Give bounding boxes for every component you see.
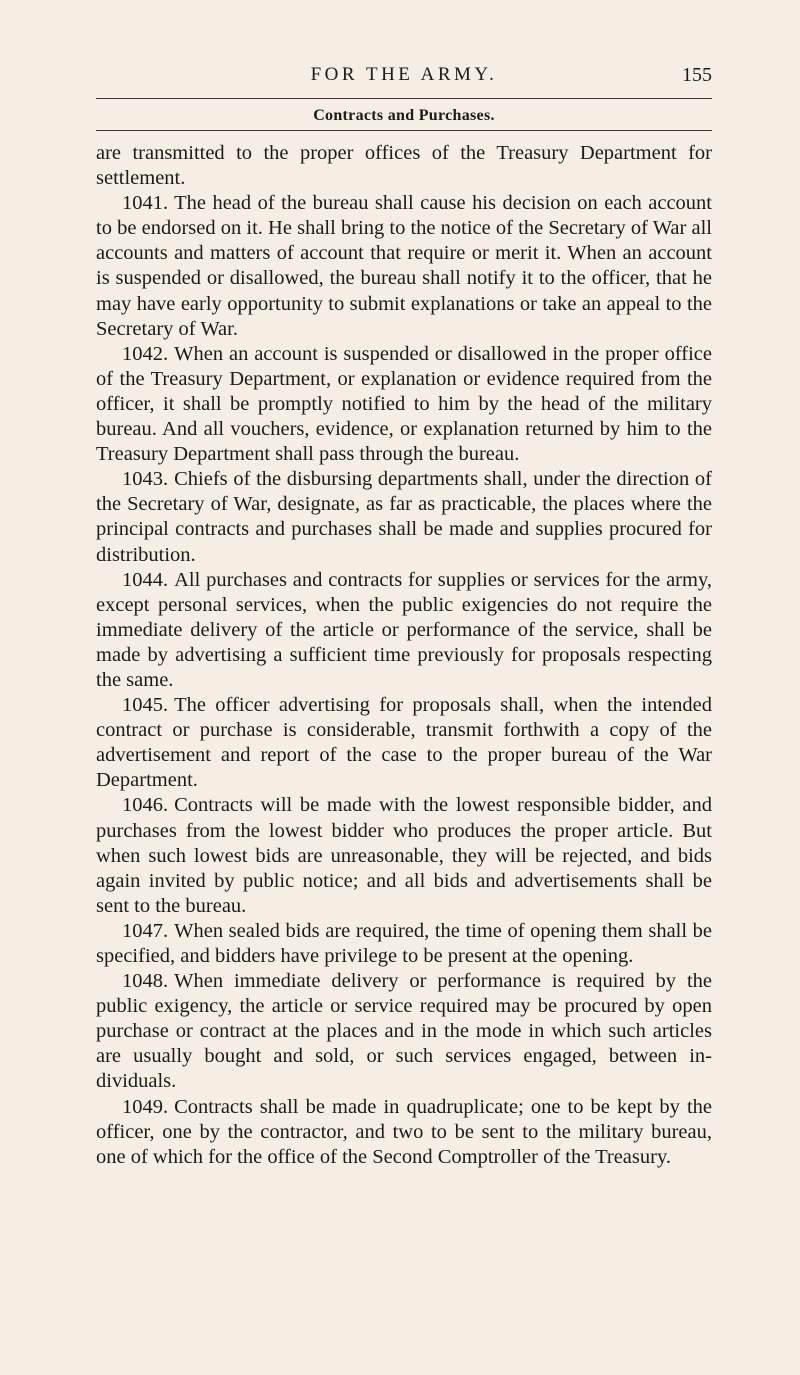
running-head [96,64,712,94]
paragraph-1045 [96,693,712,793]
page-number: 155 [682,64,712,86]
paragraph-number: 1043. [122,468,169,491]
paragraph-text: All purchases and contracts for supplies or services for the army, except personal services, when the public exigencies do not require the immediate delivery of the article or performance of the service, shall be made by advertising a sufficient time previously for proposals respecting the same. [96,568,712,691]
running-title: FOR THE ARMY. [310,64,498,85]
paragraph-text: When immediate delivery or performance is required by the public exigency, the article or service required may be procured by open purchase or contract at the places and in the mode in which such articles are usually bought and sold, or such services engaged, between individuals. [96,970,712,1093]
paragraph-text: Chiefs of the disbursing departments shall, under the direction of the Secretary of War, designate, as far as practicable, the places where the principal contracts and purchases shall be made and supplies procured for distribution. [96,468,712,566]
paragraph-1047 [96,919,712,969]
paragraph-number: 1041. [122,192,169,215]
paragraph-text: Contracts shall be made in quadruplicate; one to be kept by the officer, one by the contractor, and two to be sent to the military bureau, one of which for the office of the Second Comptroller of the Treasury. [96,1095,712,1168]
paragraph-1044 [96,568,712,693]
paragraph-number: 1049. [122,1095,169,1118]
paragraph-text: When an account is suspended or disallowed in the proper office of the Treasury Department, or explanation or evidence required from the officer, it shall be promptly notified to him by the head of the military bureau. And all vouchers, evidence, or explanation returned by him to the Treasury Department shall pass through the bureau. [96,342,712,466]
paragraph-1046 [96,793,712,918]
paragraph-number: 1042. [122,342,169,365]
paragraph-number: 1046. [122,794,169,817]
paragraph-1049 [96,1095,712,1170]
paragraph-1042 [96,342,712,467]
paragraph-text: When sealed bids are required, the time of opening them shall be specified, and bidders have privilege to be present at the opening. [96,919,712,967]
header-rule-bottom [96,130,712,131]
section-title: Contracts and Purchases. [313,107,495,124]
paragraph-continued [96,141,712,191]
paragraph-number: 1044. [122,568,169,591]
paragraph-1048 [96,969,712,1094]
body-text [96,141,712,1170]
paragraph-text: Contracts will be made with the lowest responsible bidder, and purchases from the lowest bidder who produces the proper article. But when such lowest bids are unreasonable, they will be rejected, and bids again invited by public notice; and all bids and advertisements shall be sent to the bureau. [96,794,712,917]
paragraph-text: are transmitted to the proper offices of the Treasury Department for settlement. [96,142,712,190]
paragraph-number: 1045. [122,694,169,717]
paragraph-text: The officer advertising for proposals shall, when the intended contract or purchase is considerable, transmit forthwith a copy of the advertisement and report of the case to the proper bureau of the War Department. [96,694,712,792]
paragraph-1043 [96,467,712,567]
paragraph-number: 1047. [122,919,169,942]
paragraph-text: The head of the bureau shall cause his decision on each account to be endorsed on it. He shall bring to the notice of the Secretary of War all accounts and matters of account that require or merit it. When an account is suspended or disallowed, the bureau shall notify it to the officer, that he may have early opportunity to submit explanations or take an appeal to the Secretary of War. [96,192,712,340]
paragraph-1041 [96,191,712,342]
paragraph-number: 1048. [122,970,169,993]
header-rule-top [96,98,712,99]
